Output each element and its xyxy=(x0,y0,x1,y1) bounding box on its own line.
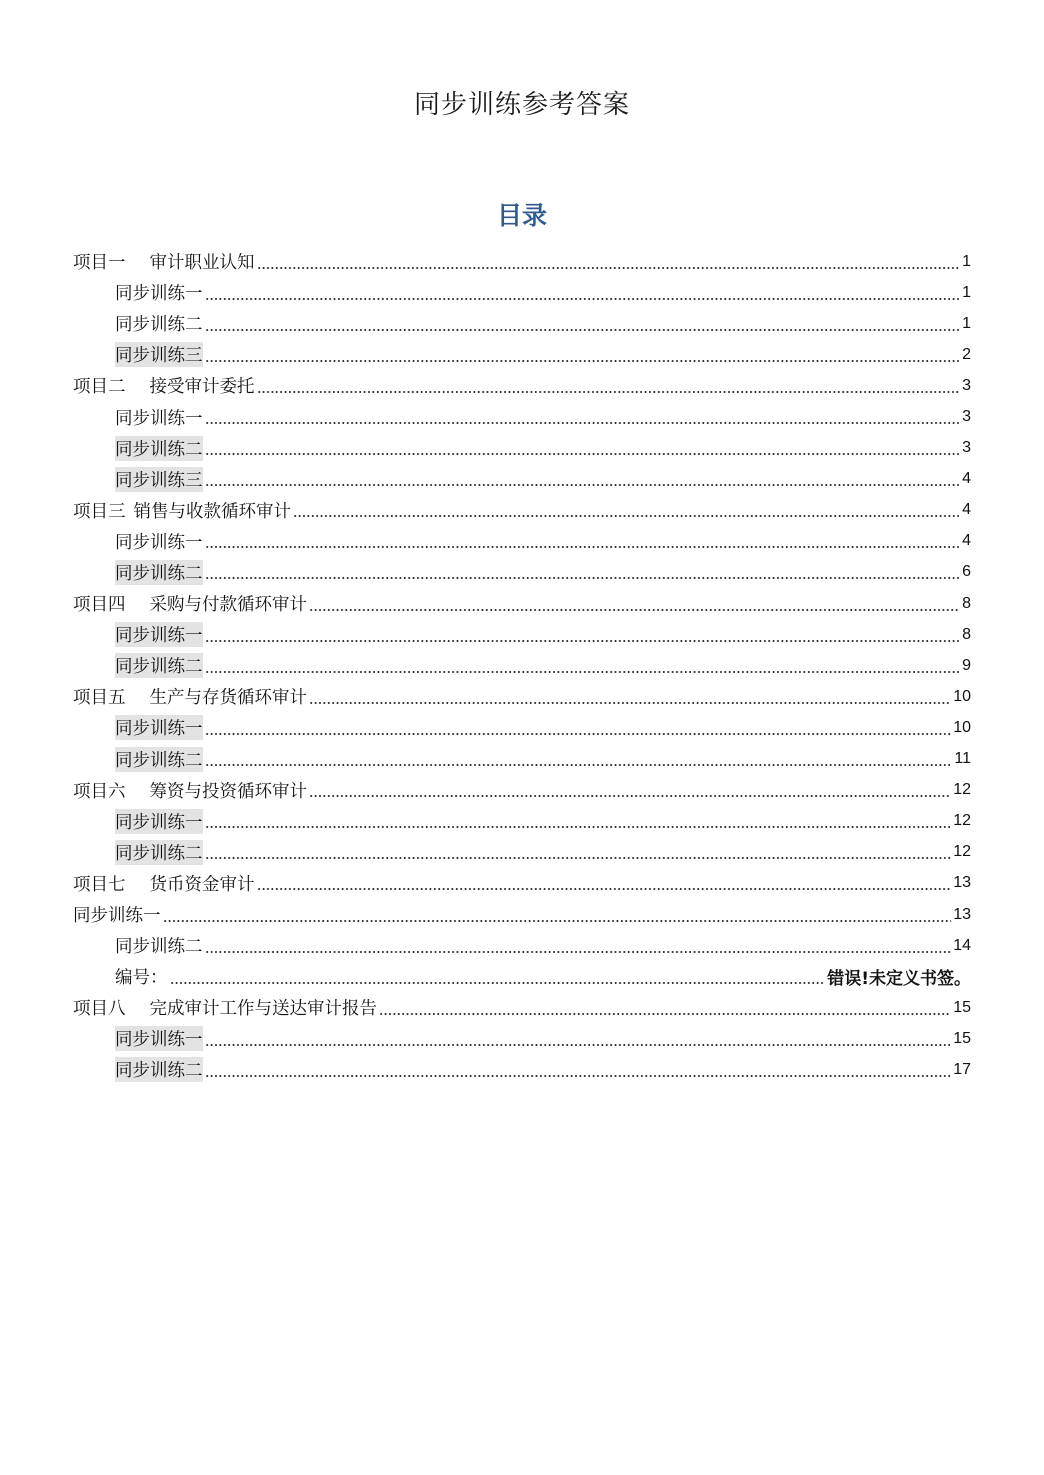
toc-entry-title: 同步训练一 xyxy=(115,812,203,833)
toc-entry-section[interactable] xyxy=(73,526,971,557)
toc-entry-label xyxy=(115,964,168,989)
toc-entry-label xyxy=(73,591,307,616)
toc-dot-leader xyxy=(205,360,960,362)
toc-entry-section[interactable] xyxy=(73,806,971,837)
toc-entry-label xyxy=(115,436,203,461)
toc-entry-label xyxy=(115,280,203,305)
toc-entry-prefix: 项目六 xyxy=(73,781,126,802)
toc-entry-chapter[interactable] xyxy=(73,495,971,526)
toc-entry-section[interactable] xyxy=(73,650,971,681)
toc-entry-label xyxy=(73,498,291,523)
toc-entry-title: 销售与收款循环审计 xyxy=(133,501,291,522)
toc-entry-section[interactable] xyxy=(73,464,971,495)
toc-entry-title: 接受审计委托 xyxy=(149,377,255,398)
toc-page-number: 3 xyxy=(962,376,971,394)
toc-entry-section[interactable] xyxy=(73,557,971,588)
toc-page-number: 9 xyxy=(962,656,971,674)
table-of-contents xyxy=(73,246,971,1086)
toc-entry-section[interactable] xyxy=(73,1023,971,1054)
toc-entry-label xyxy=(73,995,377,1020)
toc-entry-title: 同步训练一 xyxy=(115,408,203,429)
toc-dot-leader xyxy=(205,577,960,579)
toc-dot-leader xyxy=(205,1044,952,1046)
toc-entry-chapter[interactable] xyxy=(73,992,971,1023)
toc-entry-label xyxy=(115,311,203,336)
toc-page-number: 4 xyxy=(962,532,971,550)
toc-page-number: 8 xyxy=(962,594,971,612)
toc-entry-label xyxy=(115,467,203,492)
toc-entry-title: 同步训练一 xyxy=(115,719,203,740)
toc-page-number: 13 xyxy=(953,874,971,892)
toc-entry-prefix: 项目二 xyxy=(73,377,126,398)
toc-dot-leader xyxy=(257,267,960,269)
toc-entry-label xyxy=(73,684,307,709)
toc-page-number: 10 xyxy=(953,718,971,736)
toc-entry-chapter[interactable] xyxy=(73,588,971,619)
toc-dot-leader xyxy=(205,484,960,486)
toc-entry-chapter[interactable] xyxy=(73,246,971,277)
toc-entry-title: 筹资与投资循环审计 xyxy=(149,781,307,802)
toc-dot-leader xyxy=(205,329,960,331)
toc-entry-title: 采购与付款循环审计 xyxy=(149,595,307,616)
toc-entry-section[interactable] xyxy=(73,277,971,308)
toc-entry-title: 同步训练二 xyxy=(115,937,203,958)
toc-entry-title: 同步训练一 xyxy=(115,626,203,647)
toc-entry-title: 同步训练二 xyxy=(115,563,203,584)
toc-entry-label xyxy=(115,529,203,554)
toc-entry-title: 同步训练三 xyxy=(115,470,203,491)
toc-error-text: 错误!未定义书签。 xyxy=(827,969,971,990)
toc-page-number: 11 xyxy=(954,750,971,768)
toc-page-number: 10 xyxy=(953,687,971,705)
toc-dot-leader xyxy=(205,298,960,300)
toc-dot-leader xyxy=(205,422,960,424)
toc-entry-prefix: 项目五 xyxy=(73,688,126,709)
toc-entry-section[interactable] xyxy=(73,930,971,961)
toc-entry-title: 生产与存货循环审计 xyxy=(149,688,307,709)
toc-page-number: 14 xyxy=(953,936,971,954)
toc-dot-leader xyxy=(309,609,959,611)
toc-entry-prefix: 项目三 xyxy=(73,501,126,522)
toc-entry-title: 同步训练二 xyxy=(115,657,203,678)
toc-page-number: 17 xyxy=(953,1060,971,1078)
toc-entry-label xyxy=(115,1057,203,1082)
toc-page-number: 6 xyxy=(962,563,971,581)
toc-entry-title: 同步训练二 xyxy=(115,1061,203,1082)
toc-page-number: 15 xyxy=(953,998,971,1016)
toc-entry-section[interactable] xyxy=(73,308,971,339)
toc-entry-chapter[interactable] xyxy=(73,370,971,401)
toc-dot-leader xyxy=(163,920,952,922)
toc-entry-section[interactable] xyxy=(73,837,971,868)
toc-dot-leader xyxy=(293,515,959,517)
toc-entry-title: 同步训练三 xyxy=(115,346,203,367)
toc-dot-leader xyxy=(257,391,960,393)
toc-entry-label xyxy=(115,1026,203,1051)
toc-page-number: 3 xyxy=(962,439,971,457)
toc-entry-prefix: 项目四 xyxy=(73,595,126,616)
toc-entry-title: 同步训练一 xyxy=(115,1030,203,1051)
toc-entry-label xyxy=(73,249,255,274)
toc-entry-chapter[interactable] xyxy=(73,775,971,806)
toc-entry-title: 同步训练二 xyxy=(115,315,203,336)
toc-entry-title: 同步训练二 xyxy=(115,843,203,864)
toc-entry-title: 同步训练二 xyxy=(115,439,203,460)
toc-page-number: 1 xyxy=(962,283,971,301)
toc-page-number: 12 xyxy=(953,812,971,830)
toc-page-number: 15 xyxy=(953,1029,971,1047)
toc-entry-title: 编号： xyxy=(115,968,168,989)
toc-entry-label xyxy=(73,373,255,398)
toc-dot-leader xyxy=(205,546,960,548)
toc-entry-title: 完成审计工作与送达审计报告 xyxy=(149,999,377,1020)
toc-entry-label xyxy=(73,871,255,896)
toc-entry-title: 同步训练二 xyxy=(115,750,203,771)
toc-entry-chapter[interactable] xyxy=(73,868,971,899)
toc-dot-leader xyxy=(257,888,952,890)
toc-entry-label xyxy=(115,653,203,678)
toc-entry-chapter[interactable] xyxy=(73,681,971,712)
toc-entry-label xyxy=(115,405,203,430)
toc-entry-section[interactable] xyxy=(73,433,971,464)
toc-page-number: 8 xyxy=(962,625,971,643)
toc-page-number: 2 xyxy=(962,345,971,363)
toc-entry-section[interactable] xyxy=(73,619,971,650)
toc-entry-title: 审计职业认知 xyxy=(149,253,255,274)
toc-page-number: 13 xyxy=(953,905,971,923)
toc-page-number: 1 xyxy=(962,252,971,270)
toc-dot-leader xyxy=(205,733,952,735)
toc-entry-section[interactable] xyxy=(73,401,971,432)
toc-entry-title: 货币资金审计 xyxy=(149,874,255,895)
toc-entry-prefix: 项目七 xyxy=(73,874,126,895)
toc-dot-leader xyxy=(309,702,951,704)
toc-entry-prefix: 项目一 xyxy=(73,253,126,274)
toc-dot-leader xyxy=(205,671,960,673)
toc-dot-leader xyxy=(205,764,953,766)
toc-page-number: 12 xyxy=(953,781,971,799)
toc-entry-label xyxy=(115,840,203,865)
toc-dot-leader xyxy=(205,1075,952,1077)
document-title: 同步训练参考答案 xyxy=(413,90,630,120)
toc-dot-leader xyxy=(205,640,960,642)
toc-entry-section[interactable] xyxy=(73,961,971,992)
toc-dot-leader xyxy=(205,826,952,828)
toc-entry-section[interactable] xyxy=(73,1054,971,1085)
toc-page-number: 3 xyxy=(962,408,971,426)
toc-dot-leader xyxy=(379,1013,951,1015)
toc-entry-label xyxy=(73,902,161,927)
toc-entry-label xyxy=(73,778,307,803)
toc-dot-leader xyxy=(205,951,952,953)
toc-entry-prefix: 项目八 xyxy=(73,999,126,1020)
toc-page-number: 4 xyxy=(962,501,971,519)
toc-entry-label xyxy=(115,809,203,834)
toc-entry-label xyxy=(115,747,203,772)
toc-entry-label xyxy=(115,622,203,647)
toc-page-number: 4 xyxy=(962,470,971,488)
toc-entry-label xyxy=(115,342,203,367)
toc-dot-leader xyxy=(309,795,951,797)
toc-entry-label xyxy=(115,715,203,740)
toc-entry-section[interactable] xyxy=(73,744,971,775)
toc-entry-section[interactable] xyxy=(73,712,971,743)
toc-dot-leader xyxy=(170,982,826,984)
toc-heading: 目录 xyxy=(496,201,547,230)
toc-entry-title: 同步训练一 xyxy=(73,906,161,927)
toc-entry-section[interactable] xyxy=(73,339,971,370)
toc-entry-chapter[interactable] xyxy=(73,899,971,930)
toc-entry-label xyxy=(115,560,203,585)
toc-entry-title: 同步训练一 xyxy=(115,532,203,553)
toc-page-number: 12 xyxy=(953,843,971,861)
toc-entry-label xyxy=(115,933,203,958)
toc-entry-title: 同步训练一 xyxy=(115,284,203,305)
toc-dot-leader xyxy=(205,453,960,455)
toc-page-number: 1 xyxy=(962,314,971,332)
toc-dot-leader xyxy=(205,857,952,859)
